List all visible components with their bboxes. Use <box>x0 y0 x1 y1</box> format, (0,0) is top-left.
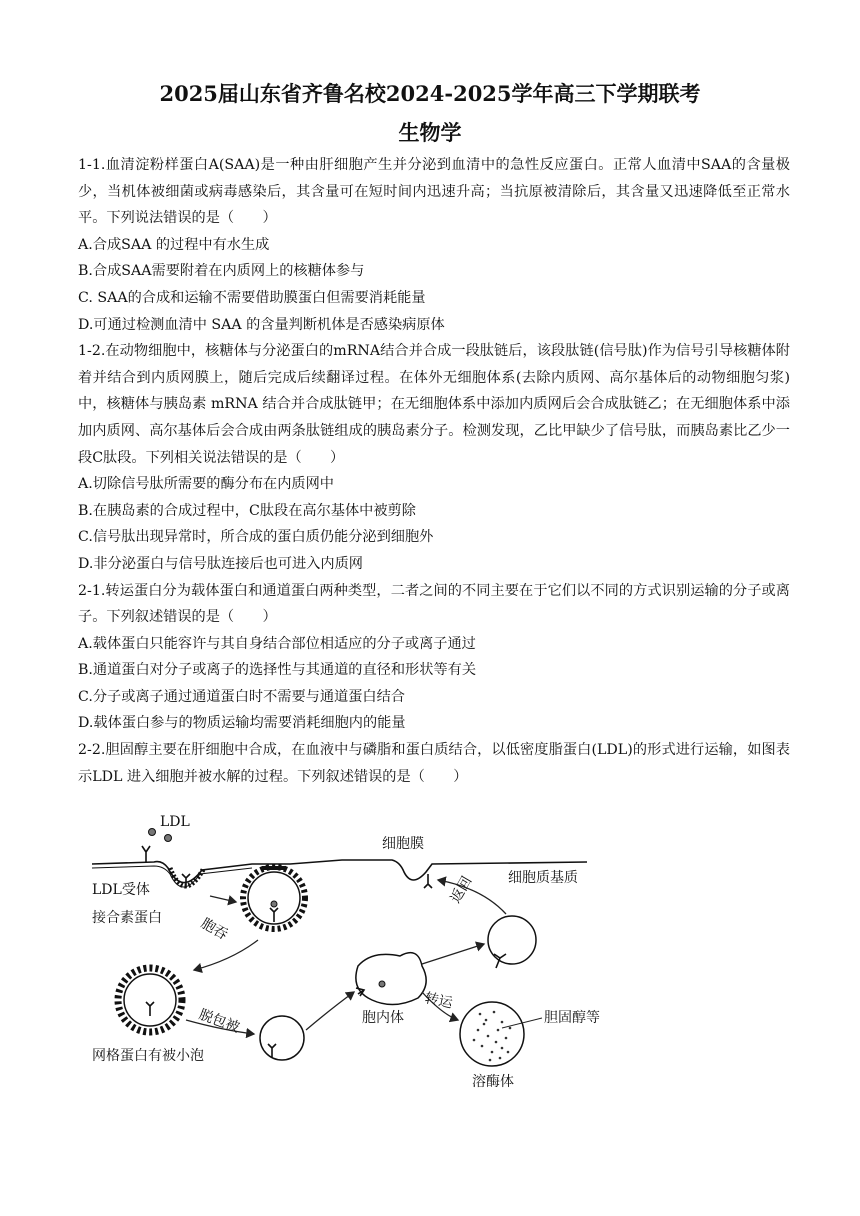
option-1-1-d: D.可通过检测血清中 SAA 的含量判断机体是否感染病原体 <box>78 316 445 333</box>
label-cytoplasm-matrix: 细胞质基质 <box>508 870 578 886</box>
coated-vesicle <box>124 974 176 1026</box>
label-return: 返回 <box>447 873 476 906</box>
option-2-1-b: B.通道蛋白对分子或离子的选择性与其通道的直径和形状等有关 <box>78 662 477 679</box>
label-ldl: LDL <box>160 814 190 830</box>
uncoated-vesicle <box>260 1016 304 1060</box>
option-1-1-a: A.合成SAA 的过程中有水生成 <box>78 236 270 253</box>
option-1-1-c: C. SAA的合成和运输不需要借助膜蛋白但需要消耗能量 <box>78 289 426 306</box>
label-endocytosis: 胞吞 <box>198 915 231 944</box>
question-stem-2-1: 2-1.转运蛋白分为载体蛋白和通道蛋白两种类型，二者之间的不同主要在于它们以不同的方式识别运输的分子或离子。下列叙述错误的是（ ） <box>78 582 790 626</box>
returning-vesicle <box>488 916 536 964</box>
option-2-1-a: A.载体蛋白只能容许与其自身结合部位相适应的分子或离子通过 <box>78 635 476 652</box>
ldl-receptor-icon <box>142 846 150 862</box>
option-1-2-a: A.切除信号肽所需要的酶分布在内质网中 <box>78 476 334 493</box>
label-cholesterol: 胆固醇等 <box>544 1010 600 1026</box>
ldl-particle <box>379 981 385 987</box>
option-2-1-c: C.分子或离子通过通道蛋白时不需要与通道蛋白结合 <box>78 688 405 705</box>
label-cell-membrane: 细胞膜 <box>382 836 424 852</box>
label-transport: 转运 <box>423 990 454 1012</box>
option-2-1-d: D.载体蛋白参与的物质运输均需要消耗细胞内的能量 <box>78 715 406 732</box>
question-body <box>78 152 790 790</box>
option-1-2-d: D.非分泌蛋白与信号肽连接后也可进入内质网 <box>78 555 363 572</box>
ldl-endocytosis-diagram <box>82 808 642 1098</box>
ldl-particle <box>149 829 156 836</box>
label-clathrin-vesicle: 网格蛋白有被小泡 <box>92 1048 204 1064</box>
label-ldl-receptor: LDL受体 <box>92 882 150 898</box>
arrow-to-coated-vesicle <box>194 940 258 970</box>
ldl-particle <box>271 901 277 907</box>
ldl-particle <box>165 835 172 842</box>
arrow-to-endosome <box>306 992 354 1030</box>
option-1-1-b: B.合成SAA需要附着在内质网上的核糖体参与 <box>78 263 365 280</box>
subject-title: 生物学 <box>398 120 462 145</box>
label-uncoating: 脱包被 <box>196 1006 242 1037</box>
arrow-to-returning-vesicle <box>422 944 484 964</box>
lysosome-shape <box>460 1002 524 1066</box>
question-stem-1-2: 1-2.在动物细胞中，核糖体与分泌蛋白的mRNA结合并合成一段肽链后，该段肽链(信号肽)作为信号引导核糖体附着并结合到内质网膜上，随后完成后续翻译过程。在体外无细胞体系(去除内质网、高尔基体后的动物细胞匀浆)中，核糖体与胰岛素 mRNA 结合并合成肽链甲；在无细胞体系中添加内质网后会合成肽链乙；在无细胞体系中添加内质网、高尔基体后会合成由两条肽链组成的胰岛素分子。检测发现，乙比甲缺少了信号肽，而胰岛素比乙少一段C肽段。下列相关说法错误的是（ ） <box>78 343 790 466</box>
recycled-receptor-icon <box>424 874 432 888</box>
label-endosome: 胞内体 <box>362 1010 404 1026</box>
endosome-shape <box>356 953 426 1005</box>
question-stem-1-1: 1-1.血清淀粉样蛋白A(SAA)是一种由肝细胞产生并分泌到血清中的急性反应蛋白。正常人血清中SAA的含量极少，当机体被细菌或病毒感染后，其含量可在短时间内迅速升高；当抗原被清除后，其含量又迅速降低至正常水平。下列说法错误的是（ ） <box>78 157 790 227</box>
label-adaptin: 接合素蛋白 <box>92 910 162 926</box>
option-1-2-c: C.信号肽出现异常时，所合成的蛋白质仍能分泌到细胞外 <box>78 529 434 546</box>
arrow-endocytosis <box>210 896 236 902</box>
option-1-2-b: B.在胰岛素的合成过程中，C肽段在高尔基体中被剪除 <box>78 502 416 519</box>
exam-title: 2025届山东省齐鲁名校2024-2025学年高三下学期联考 <box>159 81 701 106</box>
question-stem-2-2: 2-2.胆固醇主要在肝细胞中合成，在血液中与磷脂和蛋白质结合，以低密度脂蛋白(LDL)的形式进行运输，如图表示LDL 进入细胞并被水解的过程。下列叙述错误的是（ ） <box>78 742 790 785</box>
label-lysosome: 溶酶体 <box>472 1074 514 1090</box>
